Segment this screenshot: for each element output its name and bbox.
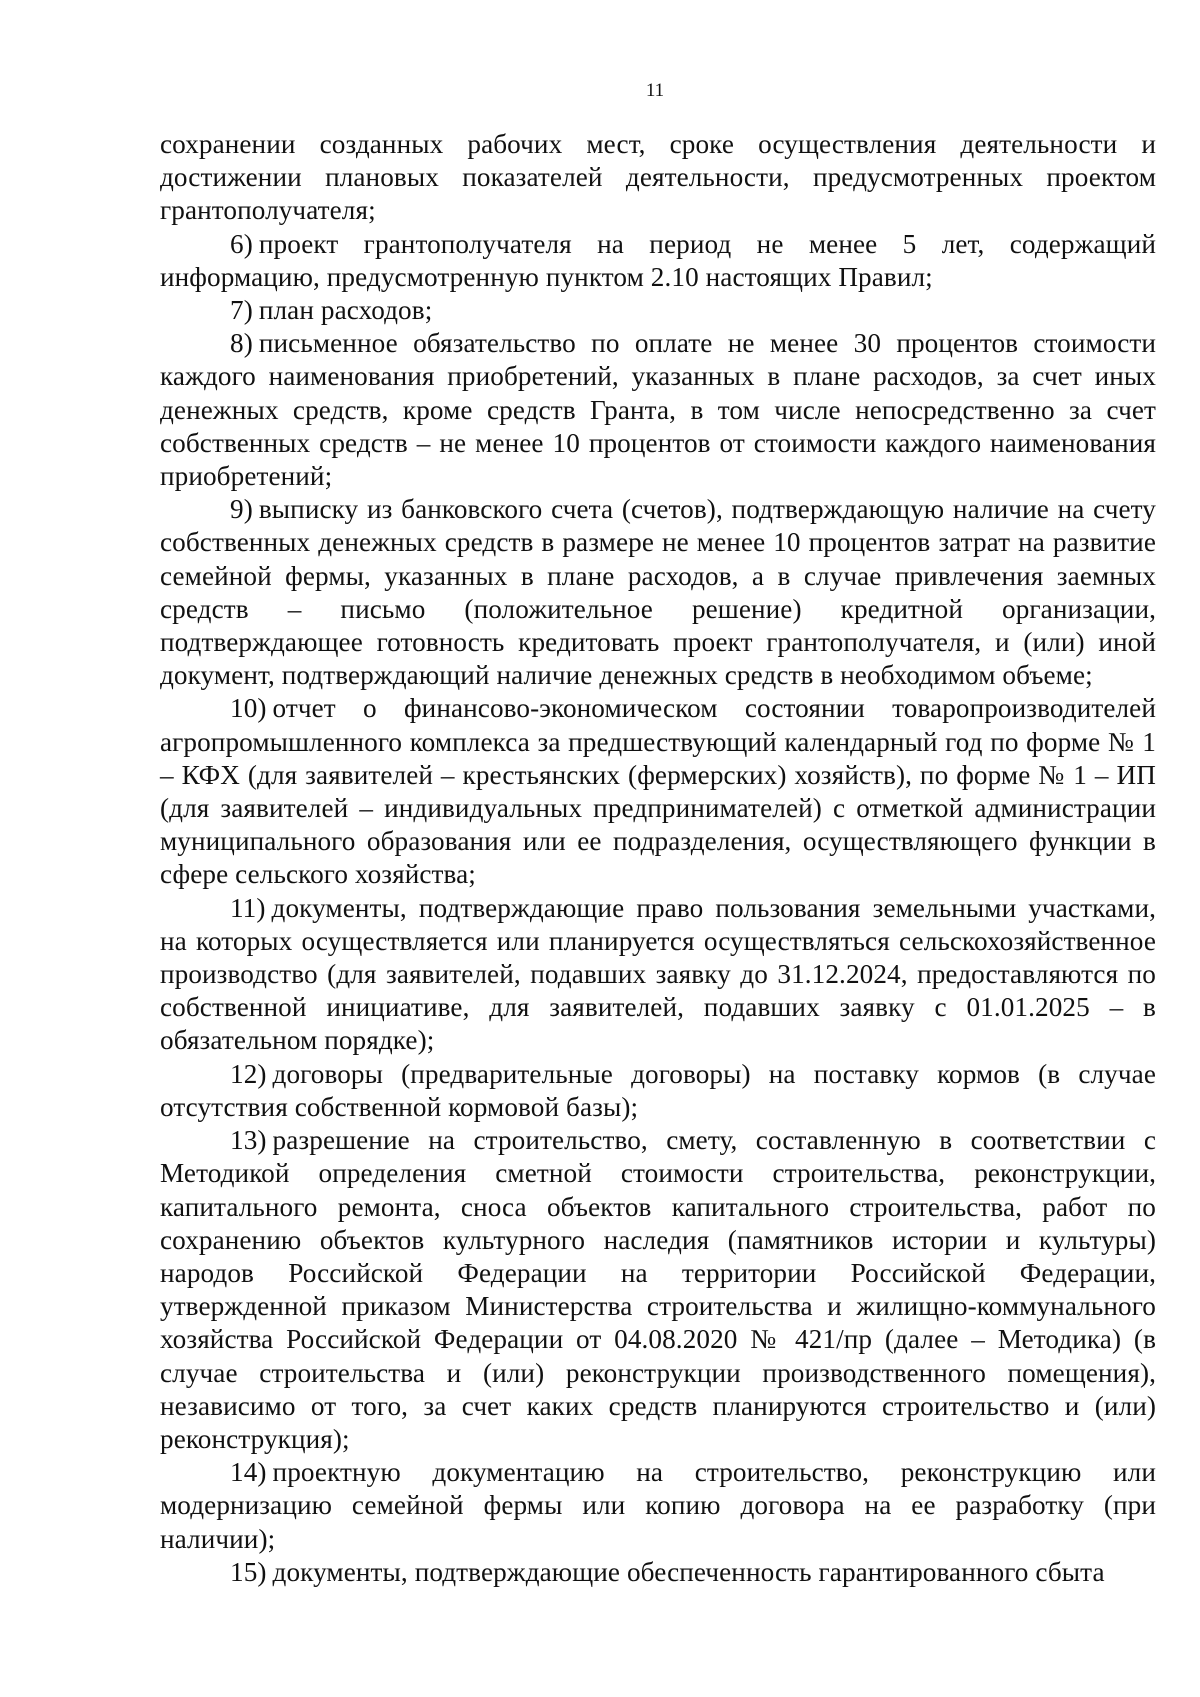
list-item-8 [160,327,1156,493]
item-number: 7) [230,295,253,326]
item-number: 14) [230,1457,267,1488]
item-number: 11) [230,892,266,923]
item-number: 8) [230,328,253,359]
item-text: документы, подтверждающие обеспеченность гарантированного сбыта [272,1556,1105,1587]
list-item-10 [160,692,1156,891]
item-number: 12) [230,1058,267,1089]
item-text: отчет о финансово-экономическом состоянии товаропроизводителей агропромышленного комплекса за предшествующий календарный год по форме № 1 – КФХ (для заявителей – крестьянских (фермерских) хозяйств), по форме № 1 – ИП (для заявителей – индивидуальных предпринимателей) с отметкой администрации муниципального образования или ее подразделения, осуществляющего функции в сфере сельского хозяйства; [160,693,1156,890]
item-text: письменное обязательство по оплате не менее 30 процентов стоимости каждого наименования приобретений, указанных в плане расходов, за счет иных денежных средств, кроме средств Гранта, в том числе непосредственно за счет собственных средств – не менее 10 процентов от стоимости каждого наименования приобретений; [160,328,1156,492]
item-text: план расходов; [258,295,433,326]
item-text: договоры (предварительные договоры) на поставку кормов (в случае отсутствия собственной кормовой базы); [160,1058,1156,1122]
list-item-11 [160,892,1156,1058]
list-item-13 [160,1124,1156,1456]
list-item-12 [160,1058,1156,1124]
list-item-7 [160,294,1156,327]
item-number: 6) [230,228,253,259]
item-number: 9) [230,494,253,525]
item-text: проектную документацию на строительство, реконструкцию или модернизацию семейной фермы или копию договора на ее разработку (при наличии); [160,1457,1156,1554]
page-number: 11 [645,80,665,101]
list-item-15 [160,1556,1156,1589]
item-text: выписку из банковского счета (счетов), подтверждающую наличие на счету собственных денежных средств в размере не менее 10 процентов затрат на развитие семейной фермы, указанных в плане расходов, а в случае привлечения заемных средств – письмо (положительное решение) кредитной организации, подтверждающее готовность кредитовать проект грантополучателя, и (или) иной документ, подтверждающий наличие денежных средств в необходимом объеме; [160,494,1156,691]
item-text: разрешение на строительство, смету, составленную в соответствии с Методикой определения сметной стоимости строительства, реконструкции, капитального ремонта, сноса объектов капитального строительства, работ по сохранению объектов культурного наследия (памятников истории и культуры) народов Российской Федерации на территории Российской Федерации, утвержденной приказом Министерства строительства и жилищно-коммунального хозяйства Российской Федерации от 04.08.2020 № 421/пр (далее – Методика) (в случае строительства и (или) реконструкции производственного помещения), независимо от того, за счет каких средств планируются строительство и (или) реконструкция); [160,1125,1156,1454]
continuation-paragraph: сохранении созданных рабочих мест, сроке осуществления деятельности и достижении плановых показателей деятельности, предусмотренных проектом грантополучателя; [160,129,1156,226]
item-text: документы, подтверждающие право пользования земельными участками, на которых осуществляется или планируется осуществляться сельскохозяйственное производство (для заявителей, подавших заявку до 31.12.2024, предоставляются по собственной инициативе, для заявителей, подавших заявку с 01.01.2025 – в обязательном порядке); [160,892,1156,1056]
item-number: 15) [230,1556,267,1587]
list-item-9 [160,493,1156,692]
item-number: 10) [230,693,267,724]
list-item-14 [160,1456,1156,1556]
list-item-6 [160,228,1156,294]
item-text: проект грантополучателя на период не менее 5 лет, содержащий информацию, предусмотренную пунктом 2.10 настоящих Правил; [160,228,1156,292]
item-number: 13) [230,1125,267,1156]
document-body [160,128,1156,1589]
